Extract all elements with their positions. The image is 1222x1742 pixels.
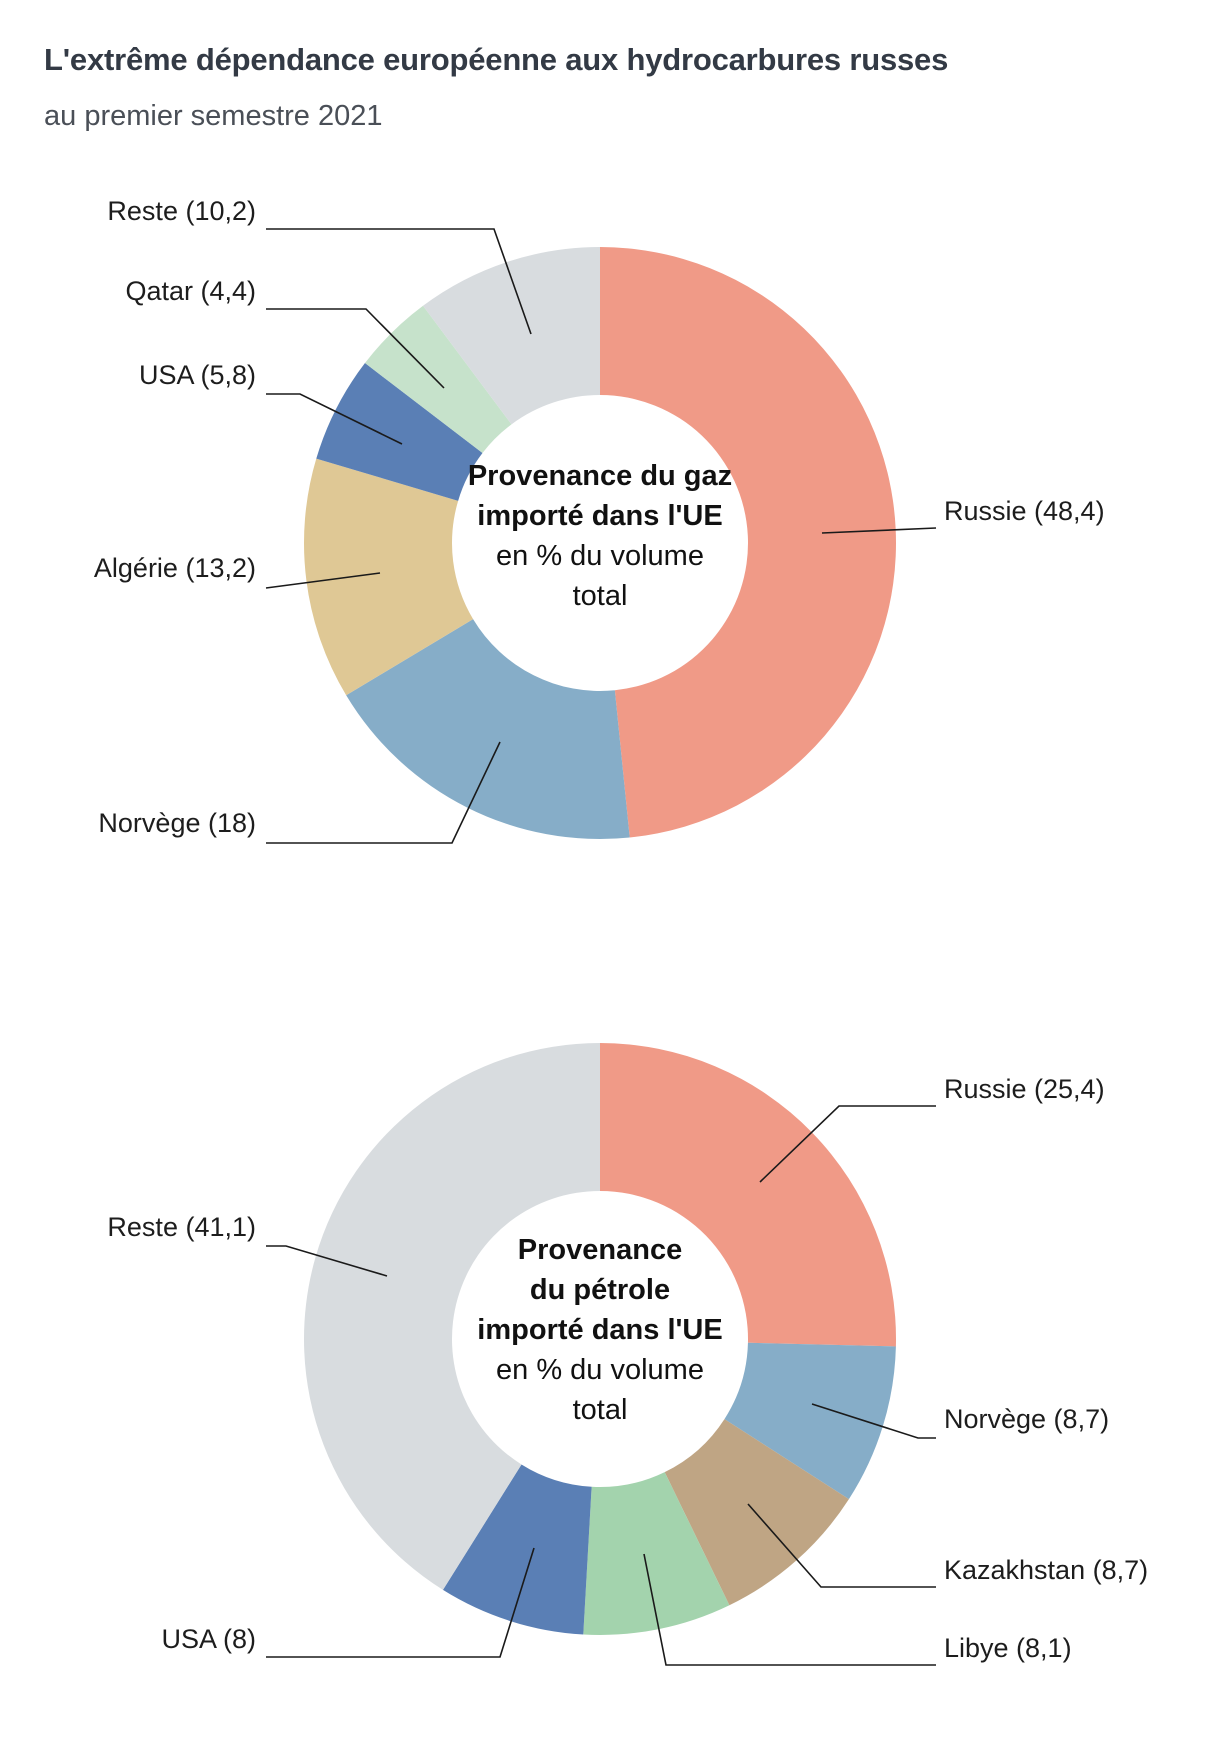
center-label-line: du pétrole (529, 1274, 671, 1306)
chart-subtitle: au premier semestre 2021 (44, 100, 383, 132)
slice-label-algerie: Algérie (13,2) (93, 553, 256, 583)
slice-label-russie: Russie (25,4) (944, 1074, 1105, 1104)
center-label-line: importé dans l'UE (477, 500, 723, 532)
slice-label-reste: Reste (41,1) (107, 1212, 256, 1242)
slice-label-norvege: Norvège (18) (98, 808, 256, 838)
center-label-line: total (572, 580, 628, 612)
center-label-line: importé dans l'UE (477, 1314, 723, 1346)
slice-label-libye: Libye (8,1) (944, 1633, 1072, 1663)
slice-label-norvege: Norvège (8,7) (944, 1404, 1110, 1434)
center-label-line: Provenance du gaz (467, 460, 733, 492)
slice-label-qatar: Qatar (4,4) (125, 276, 256, 306)
chart-title: L'extrême dépendance européenne aux hydrocarbures russes (44, 42, 949, 77)
slice-label-usa: USA (8) (161, 1624, 256, 1654)
center-label-line: en % du volume (496, 540, 704, 572)
center-label-line: en % du volume (496, 1354, 704, 1386)
slice-label-kazakhstan: Kazakhstan (8,7) (944, 1555, 1149, 1585)
slice-label-reste: Reste (10,2) (107, 196, 256, 226)
donut-chart-2 (107, 1043, 1148, 1665)
slice-label-russie: Russie (48,4) (944, 496, 1105, 526)
slice-label-usa: USA (5,8) (138, 360, 256, 390)
center-label-line: total (572, 1394, 628, 1426)
center-label-line: Provenance (517, 1234, 683, 1266)
donut-chart-1 (94, 196, 1105, 843)
